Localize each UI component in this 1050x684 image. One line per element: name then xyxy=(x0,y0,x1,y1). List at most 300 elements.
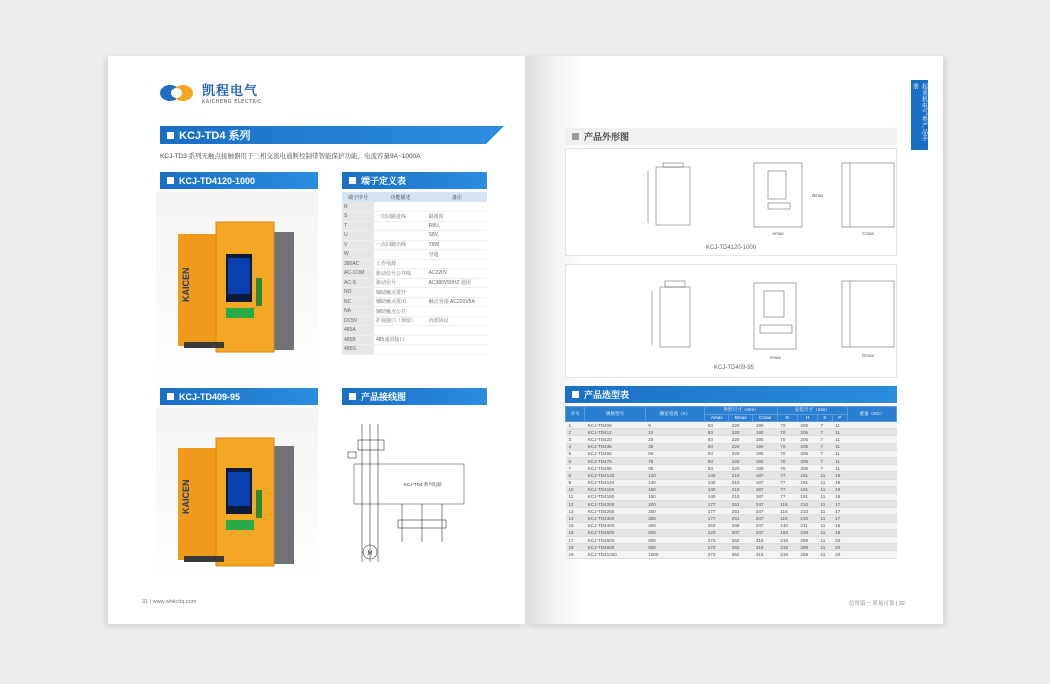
selection-cell: 35 xyxy=(645,443,705,450)
terminal-cell xyxy=(427,259,487,269)
selection-cell: 11 xyxy=(832,429,847,436)
selection-cell: KCJ-TD4300 xyxy=(585,515,645,522)
terminal-cell: T8W xyxy=(427,240,487,250)
selection-cell: 238 xyxy=(797,529,817,536)
selection-cell: 362 xyxy=(729,537,753,544)
drawing-caption-small: KCJ-TD409-95 xyxy=(714,365,755,371)
selection-cell: 251 xyxy=(729,508,753,515)
selection-cell: 140 xyxy=(645,479,705,486)
terminal-cell xyxy=(374,221,427,231)
selection-cell: 223 xyxy=(705,529,729,536)
terminal-row xyxy=(342,240,487,250)
selection-cell: 11 xyxy=(832,422,847,429)
selection-cell: 205 xyxy=(797,436,817,443)
selection-cell xyxy=(847,436,896,443)
selection-cell: 210 xyxy=(797,508,817,515)
terminal-row xyxy=(342,202,487,212)
wiring-diagram-drawing xyxy=(342,412,487,580)
terminal-col-header: 端子序号 xyxy=(342,192,374,202)
terminal-cell: 驱动信号 xyxy=(374,278,427,288)
terminal-cell: 485A xyxy=(342,326,374,336)
selection-table-title: 产品选型表 xyxy=(565,386,897,403)
selection-cell: 11 xyxy=(832,436,847,443)
selection-cell: 220 xyxy=(729,457,753,464)
terminal-row xyxy=(342,250,487,260)
terminal-row xyxy=(342,316,487,326)
right-page xyxy=(525,56,943,624)
selection-cell: 307 xyxy=(729,529,753,536)
selection-cell: 220 xyxy=(729,422,753,429)
terminal-cell: AC-S xyxy=(342,278,374,288)
selection-cell xyxy=(847,529,896,536)
selection-cell: 4 xyxy=(566,443,585,450)
selection-cell: 55 xyxy=(645,450,705,457)
selection-cell: 116 xyxy=(777,508,797,515)
selection-row xyxy=(566,436,897,443)
terminal-cell: 驱动信号公共线 xyxy=(374,269,427,279)
selection-cell: 7 xyxy=(817,465,832,472)
drawing-box-large xyxy=(565,148,897,256)
selection-cell xyxy=(847,443,896,450)
selection-cell: 20 xyxy=(832,537,847,544)
selection-cell: 70 xyxy=(777,450,797,457)
selection-cell: 191 xyxy=(797,486,817,493)
selection-cell: 7 xyxy=(817,429,832,436)
selection-cell: 247 xyxy=(753,508,777,515)
selection-cell: 210 xyxy=(729,493,753,500)
contactor-small-image xyxy=(156,408,318,580)
sel-col-header: 序号 xyxy=(566,407,585,422)
selection-cell: 220 xyxy=(729,465,753,472)
svg-text:Dmax: Dmax xyxy=(862,353,874,358)
selection-cell: 362 xyxy=(729,551,753,558)
selection-cell: 70 xyxy=(777,436,797,443)
selection-cell xyxy=(847,544,896,551)
right-page-footer: 信誉第一 质量可靠 | 32 xyxy=(848,601,905,607)
selection-cell: 247 xyxy=(753,529,777,536)
terminal-cell: T xyxy=(342,221,374,231)
selection-cell: 11 xyxy=(817,493,832,500)
selection-cell: 210 xyxy=(729,472,753,479)
selection-cell: 269 xyxy=(729,522,753,529)
selection-cell: 19 xyxy=(832,472,847,479)
terminal-cell xyxy=(427,307,487,317)
selection-row xyxy=(566,422,897,429)
selection-cell: 11 xyxy=(832,443,847,450)
selection-cell: 177 xyxy=(705,508,729,515)
selection-cell: 19 xyxy=(832,522,847,529)
sel-group-header: 安装尺寸（mm） xyxy=(777,407,847,415)
selection-cell: 180 xyxy=(645,493,705,500)
selection-cell: 220 xyxy=(729,436,753,443)
selection-cell xyxy=(847,479,896,486)
outline-drawing-large xyxy=(566,149,898,257)
terminal-row xyxy=(342,335,487,345)
terminal-row xyxy=(342,231,487,241)
selection-cell: 7 xyxy=(566,465,585,472)
selection-cell: 93 xyxy=(705,465,729,472)
selection-cell: 70 xyxy=(777,422,797,429)
terminal-cell xyxy=(427,288,487,298)
selection-cell xyxy=(847,501,896,508)
selection-cell: 11 xyxy=(817,551,832,558)
terminal-cell: 辅助触点常开 xyxy=(374,288,427,298)
logo-mark-icon xyxy=(160,82,196,104)
selection-cell: 11 xyxy=(832,465,847,472)
brand-logo xyxy=(160,80,262,105)
selection-cell: 289 xyxy=(797,544,817,551)
selection-cell: 273 xyxy=(705,544,729,551)
selection-cell: 70 xyxy=(777,443,797,450)
terminal-cell: 导通 xyxy=(427,250,487,260)
terminal-cell: S xyxy=(342,212,374,222)
terminal-cell: AC-COM xyxy=(342,269,374,279)
selection-cell: 17 xyxy=(566,537,585,544)
left-page xyxy=(108,56,525,624)
svg-text:Bmax: Bmax xyxy=(812,193,824,198)
selection-cell: KCJ-TD41000 xyxy=(585,551,645,558)
selection-cell: KCJ-TD4600 xyxy=(585,537,645,544)
selection-cell: 116 xyxy=(777,501,797,508)
selection-cell: 362 xyxy=(729,544,753,551)
selection-cell: 205 xyxy=(797,443,817,450)
selection-cell: 247 xyxy=(753,515,777,522)
series-intro: KCJ-TD3 系列无触点接触器用于三相交流电通断控制带智能保护功能。电流容量9A~1000A xyxy=(160,153,421,160)
terminal-row xyxy=(342,307,487,317)
selection-cell: 187 xyxy=(753,472,777,479)
selection-cell: 1000 xyxy=(645,551,705,558)
selection-cell: 77 xyxy=(777,479,797,486)
selection-cell: 15 xyxy=(566,522,585,529)
terminal-cell: 工作电源 xyxy=(374,259,427,269)
selection-cell: 3 xyxy=(566,436,585,443)
terminal-cell: 隔离时 xyxy=(427,212,487,222)
drawing-caption-large: KCJ-TD4120-1000 xyxy=(706,245,757,251)
selection-cell: KCJ-TD495 xyxy=(585,465,645,472)
selection-cell: 190 xyxy=(753,422,777,429)
terminal-cell xyxy=(374,202,427,212)
diagram-device-label: KCJ-TD4 系列电路 xyxy=(404,482,442,487)
selection-cell: 251 xyxy=(729,501,753,508)
terminal-cell: NO xyxy=(342,288,374,298)
selection-row xyxy=(566,443,897,450)
selection-cell: 11 xyxy=(817,486,832,493)
terminal-cell: W xyxy=(342,250,374,260)
selection-cell: KCJ-TD4120 xyxy=(585,472,645,479)
selection-cell: 7 xyxy=(817,443,832,450)
selection-cell: 17 xyxy=(832,501,847,508)
sel-col-header: 规格型号 xyxy=(585,407,645,422)
selection-cell: 289 xyxy=(797,551,817,558)
selection-cell: KCJ-TD4160 xyxy=(585,486,645,493)
terminal-cell: 辅助触点常闭 xyxy=(374,297,427,307)
selection-cell: 247 xyxy=(753,501,777,508)
sel-group-header: 外形尺寸（mm） xyxy=(705,407,778,415)
selection-row xyxy=(566,450,897,457)
shape-drawing-title: 产品外形图 xyxy=(565,128,897,145)
left-page-footer: 31 | www.whkcdq.com xyxy=(142,599,197,605)
selection-cell: 210 xyxy=(797,515,817,522)
selection-cell xyxy=(847,472,896,479)
selection-cell: 18 xyxy=(566,544,585,551)
selection-cell: 318 xyxy=(753,537,777,544)
terminal-cell: 485G xyxy=(342,345,374,355)
selection-cell: 93 xyxy=(705,443,729,450)
selection-cell: 251 xyxy=(729,515,753,522)
selection-cell: 187 xyxy=(753,493,777,500)
selection-cell: 190 xyxy=(753,457,777,464)
selection-cell: KCJ-TD412 xyxy=(585,429,645,436)
selection-cell xyxy=(847,457,896,464)
selection-cell: 191 xyxy=(797,472,817,479)
selection-cell: 11 xyxy=(817,544,832,551)
terminal-col-header: 功能描述 xyxy=(374,192,427,202)
terminal-cell xyxy=(427,202,487,212)
selection-cell: 187 xyxy=(753,479,777,486)
selection-row xyxy=(566,472,897,479)
selection-cell: 247 xyxy=(753,522,777,529)
selection-cell: 205 xyxy=(797,422,817,429)
selection-cell: KCJ-TD455 xyxy=(585,450,645,457)
selection-cell: 220 xyxy=(729,429,753,436)
selection-row xyxy=(566,508,897,515)
selection-cell: 11 xyxy=(817,515,832,522)
selection-cell xyxy=(847,465,896,472)
selection-cell: 93 xyxy=(705,422,729,429)
terminal-cell: 485通讯接口 xyxy=(374,335,427,345)
selection-cell: 2 xyxy=(566,429,585,436)
brand-name-en: KAICHENG ELECTRIC xyxy=(202,99,263,105)
terminal-cell xyxy=(427,335,487,345)
selection-cell: 19 xyxy=(832,479,847,486)
selection-cell: KCJ-TD4140 xyxy=(585,479,645,486)
selection-cell: 205 xyxy=(797,450,817,457)
selection-cell xyxy=(847,522,896,529)
selection-cell: 77 xyxy=(777,486,797,493)
outline-drawing-small xyxy=(566,265,898,379)
selection-row xyxy=(566,457,897,464)
selection-cell: 11 xyxy=(832,457,847,464)
sel-col-header: G xyxy=(777,414,797,422)
product2-title: KCJ-TD409-95 xyxy=(160,388,318,405)
sel-col-header: 重量（KG） xyxy=(847,407,896,422)
selection-row xyxy=(566,515,897,522)
selection-cell: 19 xyxy=(832,529,847,536)
selection-cell: 20 xyxy=(832,544,847,551)
contactor-large-image xyxy=(156,192,318,388)
selection-cell: 19 xyxy=(832,493,847,500)
selection-cell: 140 xyxy=(705,479,729,486)
selection-cell: 205 xyxy=(797,465,817,472)
selection-cell: 95 xyxy=(645,465,705,472)
selection-cell: 11 xyxy=(832,450,847,457)
selection-cell: 600 xyxy=(645,537,705,544)
terminal-col-header: 备注 xyxy=(427,192,487,202)
selection-row xyxy=(566,544,897,551)
selection-cell: 210 xyxy=(729,479,753,486)
selection-cell xyxy=(847,429,896,436)
terminal-cell: 380AC xyxy=(342,259,374,269)
selection-cell: 273 xyxy=(705,537,729,544)
terminal-definition-table xyxy=(342,192,487,355)
product2-photo xyxy=(156,408,318,580)
svg-text:Amax: Amax xyxy=(772,231,784,236)
selection-cell: 220 xyxy=(729,443,753,450)
selection-cell xyxy=(847,450,896,457)
selection-cell: 210 xyxy=(797,501,817,508)
selection-cell: 187 xyxy=(753,486,777,493)
selection-cell: 7 xyxy=(817,436,832,443)
svg-text:Cmax: Cmax xyxy=(862,231,874,236)
selection-cell: 318 xyxy=(753,544,777,551)
sel-col-header: Bmax xyxy=(729,414,753,422)
selection-cell: 93 xyxy=(705,450,729,457)
selection-cell: KCJ-TD4180 xyxy=(585,493,645,500)
terminal-cell: 扩展接口（预留） xyxy=(374,316,427,326)
sel-col-header: P xyxy=(832,414,847,422)
selection-row xyxy=(566,501,897,508)
selection-cell: 190 xyxy=(753,436,777,443)
terminal-cell xyxy=(374,326,427,336)
terminal-cell: V xyxy=(342,240,374,250)
selection-cell: 190 xyxy=(753,429,777,436)
selection-cell: 11 xyxy=(566,493,585,500)
selection-cell: 205 xyxy=(797,457,817,464)
selection-cell: 7 xyxy=(817,457,832,464)
product-selection-table xyxy=(565,406,897,559)
selection-cell: KCJ-TD4250 xyxy=(585,508,645,515)
terminal-row xyxy=(342,212,487,222)
selection-cell: 7 xyxy=(817,450,832,457)
selection-cell: 11 xyxy=(817,479,832,486)
selection-cell: 19 xyxy=(832,486,847,493)
selection-cell: 1 xyxy=(566,422,585,429)
selection-cell: 75 xyxy=(645,457,705,464)
selection-cell: 163 xyxy=(777,529,797,536)
selection-cell: 191 xyxy=(797,493,817,500)
sel-col-header: Cmax xyxy=(753,414,777,422)
selection-row xyxy=(566,479,897,486)
selection-cell: 93 xyxy=(705,436,729,443)
selection-cell: 20 xyxy=(645,436,705,443)
terminal-cell: R xyxy=(342,202,374,212)
selection-cell: 14 xyxy=(566,515,585,522)
terminal-cell xyxy=(374,345,427,355)
terminal-table-title: 端子定义表 xyxy=(342,172,487,189)
selection-cell: 253 xyxy=(705,522,729,529)
selection-cell xyxy=(847,422,896,429)
terminal-row xyxy=(342,288,487,298)
selection-cell: 140 xyxy=(705,486,729,493)
selection-cell: 219 xyxy=(777,551,797,558)
selection-cell xyxy=(847,537,896,544)
series-title: KCJ-TD4 系列 xyxy=(160,126,486,144)
selection-cell: 10 xyxy=(566,486,585,493)
selection-cell: 13 xyxy=(566,508,585,515)
selection-cell: 500 xyxy=(645,529,705,536)
terminal-cell: NC xyxy=(342,297,374,307)
terminal-row xyxy=(342,326,487,336)
wiring-diagram xyxy=(342,412,487,580)
terminal-cell: 485B xyxy=(342,335,374,345)
terminal-cell: NA xyxy=(342,307,374,317)
sel-col-header: H xyxy=(797,414,817,422)
terminal-cell xyxy=(374,250,427,260)
selection-cell: 191 xyxy=(797,479,817,486)
selection-cell: 120 xyxy=(645,472,705,479)
selection-cell: 70 xyxy=(777,465,797,472)
selection-cell: 5 xyxy=(566,450,585,457)
selection-cell: 289 xyxy=(797,537,817,544)
selection-row xyxy=(566,465,897,472)
selection-cell: 190 xyxy=(753,465,777,472)
selection-cell: KCJ-TD475 xyxy=(585,457,645,464)
sel-col-header: S xyxy=(817,414,832,422)
terminal-cell: DC5V xyxy=(342,316,374,326)
selection-cell: 220 xyxy=(729,450,753,457)
terminal-cell: U xyxy=(342,231,374,241)
svg-text:M: M xyxy=(367,551,373,557)
selection-cell: 140 xyxy=(705,493,729,500)
selection-cell: 93 xyxy=(705,429,729,436)
terminal-row xyxy=(342,345,487,355)
selection-cell: 11 xyxy=(817,522,832,529)
selection-cell: 11 xyxy=(817,501,832,508)
selection-row xyxy=(566,429,897,436)
sel-col-header: Amax xyxy=(705,414,729,422)
selection-cell xyxy=(847,551,896,558)
selection-cell: KCJ-TD4200 xyxy=(585,501,645,508)
selection-cell: 219 xyxy=(777,537,797,544)
terminal-cell: AC380V50HZ 通用 xyxy=(427,278,487,288)
selection-row xyxy=(566,551,897,558)
selection-cell: 7 xyxy=(817,422,832,429)
terminal-cell: R8U, xyxy=(427,221,487,231)
selection-cell: 70 xyxy=(777,429,797,436)
terminal-cell xyxy=(427,326,487,336)
drawing-box-small xyxy=(565,264,897,378)
selection-row xyxy=(566,529,897,536)
selection-cell: 8 xyxy=(566,472,585,479)
wiring-diagram-title: 产品接线图 xyxy=(342,388,487,405)
selection-cell: 200 xyxy=(645,501,705,508)
terminal-cell: 一次回路进线 xyxy=(374,212,427,222)
selection-cell: 318 xyxy=(753,551,777,558)
selection-cell: 190 xyxy=(753,450,777,457)
selection-cell: 11 xyxy=(817,472,832,479)
terminal-cell: S8V, xyxy=(427,231,487,241)
selection-cell: 273 xyxy=(705,551,729,558)
selection-cell: 177 xyxy=(705,515,729,522)
device-label-2: KAICEN xyxy=(181,479,191,514)
selection-cell: 190 xyxy=(753,443,777,450)
sel-col-header: 额定电流（A） xyxy=(645,407,705,422)
brand-name-cn: 凯程电气 xyxy=(202,84,259,99)
selection-cell: 116 xyxy=(777,515,797,522)
selection-cell: 77 xyxy=(777,493,797,500)
selection-cell xyxy=(847,515,896,522)
selection-row xyxy=(566,537,897,544)
selection-cell xyxy=(847,508,896,515)
selection-cell: KCJ-TD435 xyxy=(585,443,645,450)
terminal-row xyxy=(342,297,487,307)
selection-row xyxy=(566,522,897,529)
terminal-row xyxy=(342,278,487,288)
selection-cell: 9 xyxy=(566,479,585,486)
selection-cell: 140 xyxy=(777,522,797,529)
terminal-cell: 辅助触点公共 xyxy=(374,307,427,317)
selection-cell: 11 xyxy=(817,537,832,544)
